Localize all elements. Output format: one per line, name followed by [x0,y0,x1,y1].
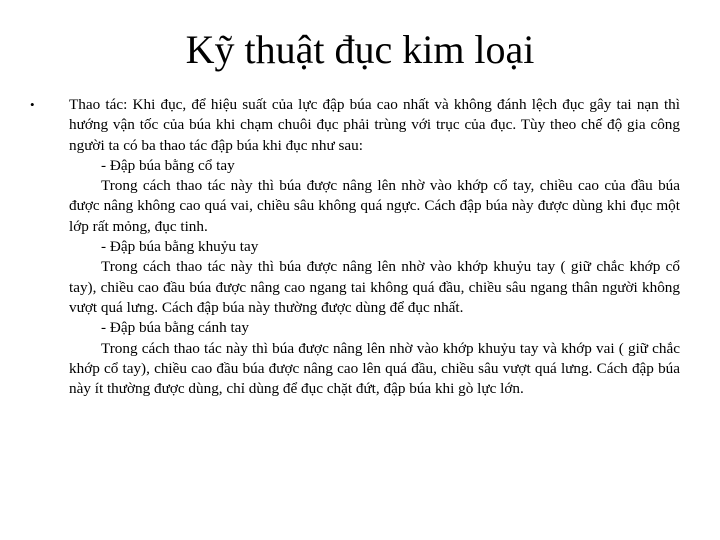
slide-title: Kỹ thuật đục kim loại [185,27,535,72]
subheading-arm: - Đập búa bằng cánh tay [101,319,250,337]
bullet-marker: • [30,97,35,112]
paragraph-elbow: Trong cách thao tác này thì búa được nâng lên nhờ vào khớp khuỷu tay ( giữ chắc khớp cổ tay), chiều cao đầu búa được nâng cao ngang tai không quá đầu, chiều sâu ngang thân người không vượt quá lưng. Cách đập búa này thường được dùng để đục nhất. [69,258,680,316]
subheading-elbow: - Đập búa bằng khuỷu tay [101,238,259,256]
paragraph-wrist: Trong cách thao tác này thì búa được nâng lên nhờ vào khớp cổ tay, chiều cao của đầu búa được nâng không cao quá vai, chiều sâu không quá ngực. Cách đập búa này được dùng khi đục một lớp rất mỏng, đục tinh. [69,177,680,235]
subheading-wrist: - Đập búa bằng cổ tay [101,156,235,174]
paragraph-arm: Trong cách thao tác này thì búa được nâng lên nhờ vào khớp khuỷu tay và khớp vai ( giữ chắc khớp cổ tay), chiều cao đầu búa được nâng cao lên quá đầu, chiều sâu vượt quá lưng. Cách đập búa này ít thường được dùng, chỉ dùng để đục chặt đứt, đập búa khi gò lực lớn. [69,339,680,398]
paragraph-intro: Thao tác: Khi đục, để hiệu suất của lực đập búa cao nhất và không đánh lệch đục gây tai nạn thì hướng vận tốc của búa khi chạm chuôi đục phải trùng với trục của đục. Tùy theo chế độ gia công người ta có ba thao tác đập búa khi đục như sau: [69,96,680,154]
slide-body [69,95,680,399]
